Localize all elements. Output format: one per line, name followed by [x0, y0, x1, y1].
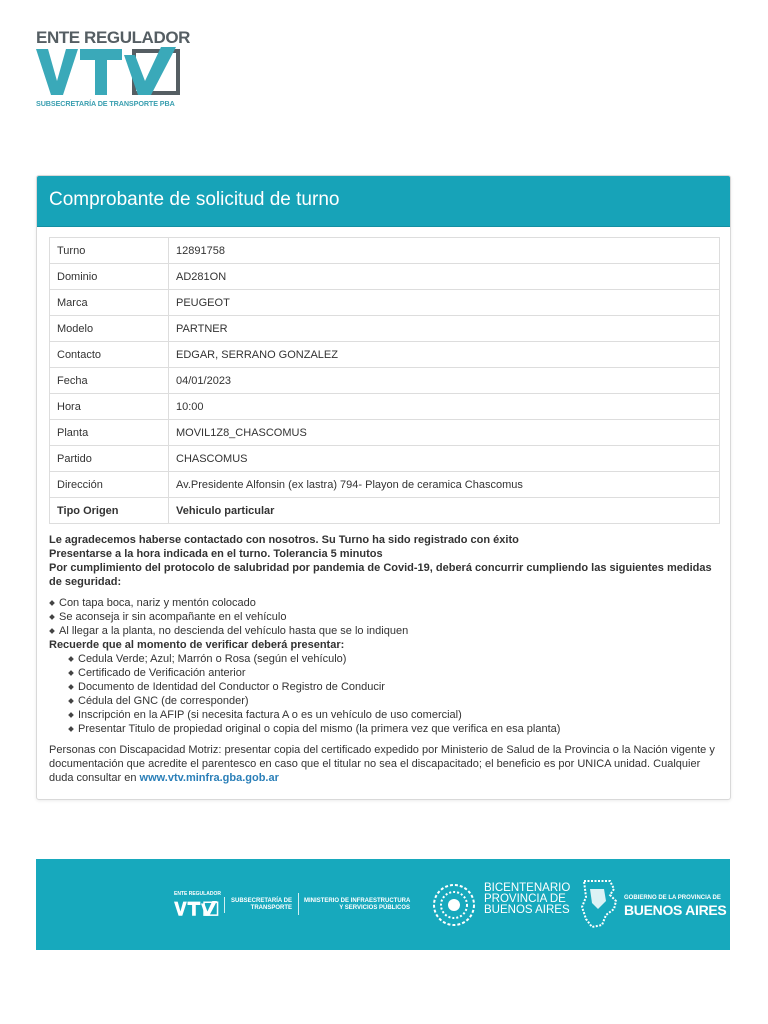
- logo-sub-text: SUBSECRETARÍA DE TRANSPORTE PBA: [36, 99, 175, 108]
- gobierno-big-text: BUENOS AIRES: [624, 902, 727, 918]
- covid-protocol-message: Por cumplimiento del protocolo de salubridad por pandemia de Covid-19, deberá concurrir cumpliendo las siguientes medidas de seguridad:: [49, 562, 712, 588]
- list-item-text: Presentar Titulo de propiedad original o copia del mismo (la primera vez que verifica en esa planta): [78, 723, 561, 735]
- bullet-icon: [68, 684, 74, 690]
- table-row: [50, 316, 720, 342]
- list-item: [68, 708, 721, 722]
- table-row: [50, 368, 720, 394]
- logo-top-text: ENTE REGULADOR: [36, 28, 191, 47]
- footer-divider: [298, 893, 299, 915]
- list-item: [68, 694, 721, 708]
- bullet-icon: [49, 614, 55, 620]
- bullet-icon: [49, 600, 55, 606]
- table-row: [50, 498, 720, 524]
- card-title: Comprobante de solicitud de turno: [49, 189, 340, 210]
- row-label: Dominio: [50, 264, 169, 290]
- list-item-text: Documento de Identidad del Conductor o Registro de Conducir: [78, 681, 385, 693]
- list-item-text: Se aconseja ir sin acompañante en el vehículo: [59, 611, 287, 623]
- list-item-text: Al llegar a la planta, no descienda del vehículo hasta que se lo indiquen: [59, 625, 409, 637]
- bullet-icon: [49, 628, 55, 634]
- footer-ministerio: MINISTERIO DE INFRAESTRUCTURA Y SERVICIOS PÚBLICOS: [304, 898, 411, 911]
- row-label: Dirección: [50, 472, 169, 498]
- bicentenario-emblem-icon: [430, 881, 478, 929]
- buenos-aires-map-icon: [580, 879, 620, 929]
- list-item-text: Cedula Verde; Azul; Marrón o Rosa (según el vehículo): [78, 653, 347, 665]
- list-item: [49, 624, 721, 638]
- row-value: PEUGEOT: [169, 290, 720, 316]
- safety-measures-list: [49, 596, 721, 638]
- list-item: [68, 722, 721, 736]
- row-value: 10:00: [169, 394, 720, 420]
- notes-section: [49, 533, 721, 785]
- row-value: 04/01/2023: [169, 368, 720, 394]
- list-item: [68, 666, 721, 680]
- bullet-icon: [68, 698, 74, 704]
- row-label: Fecha: [50, 368, 169, 394]
- list-item: [68, 652, 721, 666]
- table-row: [50, 238, 720, 264]
- list-item: [49, 596, 721, 610]
- appointment-table: [49, 237, 720, 524]
- bullet-icon: [68, 712, 74, 718]
- row-label: Tipo Origen: [50, 498, 169, 524]
- table-row: [50, 264, 720, 290]
- row-label: Modelo: [50, 316, 169, 342]
- disability-text: Personas con Discapacidad Motriz: presentar copia del certificado expedido por Ministerio de Salud de la Provincia o la Nación vigente y documentación que acredite el parentesco en caso que el titular no sea el discapacitado; el beneficio es por UNICA unidad. Cualquier duda consultar en: [49, 744, 715, 784]
- table-row: [50, 446, 720, 472]
- footer-vtv-icon: [174, 899, 220, 919]
- footer-banner: [36, 859, 730, 950]
- bullet-icon: [68, 656, 74, 662]
- table-row: [50, 472, 720, 498]
- vtv-letters-icon: [36, 47, 186, 99]
- row-label: Hora: [50, 394, 169, 420]
- list-item-text: Inscripción en la AFIP (si necesita factura A o es un vehículo de uso comercial): [78, 709, 462, 721]
- tolerance-message: Presentarse a la hora indicada en el turno. Tolerancia 5 minutos: [49, 548, 383, 560]
- list-item-text: Certificado de Verificación anterior: [78, 667, 246, 679]
- vtv-logo: [36, 28, 191, 112]
- documents-list: [49, 652, 721, 736]
- row-value: MOVIL1Z8_CHASCOMUS: [169, 420, 720, 446]
- footer-vtv-top: ENTE REGULADOR: [174, 891, 221, 897]
- row-value: 12891758: [169, 238, 720, 264]
- footer-subsecretaria: SUBSECRETARÍA DE TRANSPORTE: [230, 898, 292, 911]
- table-row: [50, 342, 720, 368]
- bullet-icon: [68, 726, 74, 732]
- gobierno-small-text: GOBIERNO DE LA PROVINCIA DE: [624, 895, 721, 901]
- list-item: [49, 610, 721, 624]
- list-item: [68, 680, 721, 694]
- disability-paragraph: [49, 743, 721, 785]
- bullet-icon: [68, 670, 74, 676]
- card-header: [37, 176, 730, 227]
- row-label: Contacto: [50, 342, 169, 368]
- row-label: Partido: [50, 446, 169, 472]
- table-row: [50, 394, 720, 420]
- list-item-text: Cédula del GNC (de corresponder): [78, 695, 249, 707]
- appointment-card: [36, 175, 731, 800]
- row-label: Planta: [50, 420, 169, 446]
- row-value: Vehiculo particular: [169, 498, 720, 524]
- bicentenario-text: BICENTENARIO PROVINCIA DE BUENOS AIRES: [484, 882, 571, 916]
- present-title: Recuerde que al momento de verificar deberá presentar:: [49, 639, 345, 651]
- table-row: [50, 420, 720, 446]
- row-label: Turno: [50, 238, 169, 264]
- vtv-website-link[interactable]: www.vtv.minfra.gba.gob.ar: [139, 772, 279, 784]
- thanks-message: Le agradecemos haberse contactado con nosotros. Su Turno ha sido registrado con éxito: [49, 534, 519, 546]
- row-value: EDGAR, SERRANO GONZALEZ: [169, 342, 720, 368]
- row-value: PARTNER: [169, 316, 720, 342]
- table-row: [50, 290, 720, 316]
- footer-divider: [224, 897, 225, 913]
- row-value: CHASCOMUS: [169, 446, 720, 472]
- row-value: AD281ON: [169, 264, 720, 290]
- row-value: Av.Presidente Alfonsin (ex lastra) 794- Playon de ceramica Chascomus: [169, 472, 720, 498]
- row-label: Marca: [50, 290, 169, 316]
- list-item-text: Con tapa boca, nariz y mentón colocado: [59, 597, 256, 609]
